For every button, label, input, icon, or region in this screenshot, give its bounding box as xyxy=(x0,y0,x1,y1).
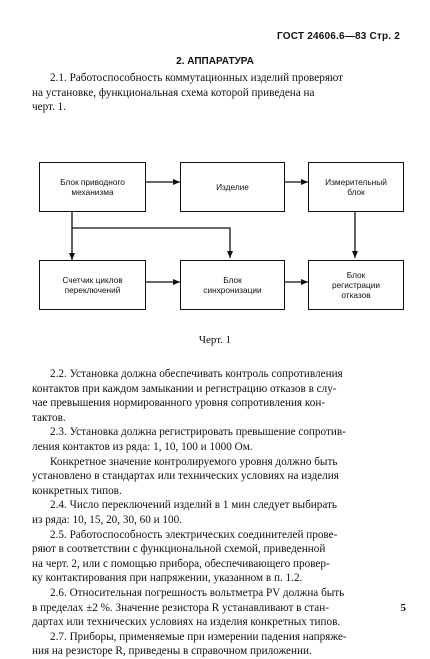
text-line: ния на резисторе R, приведены в справочном приложении. xyxy=(32,645,312,658)
page-header: ГОСТ 24606.6—83 Стр. 2 xyxy=(277,31,400,42)
block-cycle-counter: Счетчик циклов переключений xyxy=(39,260,146,310)
body-text xyxy=(32,367,412,659)
paragraph-2-1 xyxy=(32,71,412,115)
block-item: Изделие xyxy=(180,162,285,212)
text-line: установлено в стандартах или технических условиях на изделия xyxy=(32,470,339,483)
text-line: ряют в соответствии с функциональной схемой, приведенной xyxy=(32,543,326,556)
block-failure-registration: Блок регистрации отказов xyxy=(308,260,404,310)
text-line: конкретных типов. xyxy=(32,484,122,497)
text-line: черт. 1. xyxy=(32,101,67,114)
text-line: 2.6. Относительная погрешность вольтметра PV должна быть xyxy=(50,586,345,599)
text-line: 2.4. Число переключений изделий в 1 мин следует выбирать xyxy=(50,499,338,512)
block-synchronization: Блок синхронизации xyxy=(180,260,285,310)
arrow-drive-to-sync xyxy=(72,228,230,258)
text-line: чае превышения нормированного уровня сопротивления кон- xyxy=(32,397,326,410)
text-line: контактов при каждом замыкании и регистрацию отказов в слу- xyxy=(32,382,337,395)
text-line: на установке, функциональная схема которой приведена на xyxy=(32,86,315,99)
functional-diagram xyxy=(0,150,430,330)
block-drive-mechanism: Блок приводного механизма xyxy=(39,162,146,212)
text-line: из ряда: 10, 15, 20, 30, 60 и 100. xyxy=(32,513,182,526)
text-line: тактов. xyxy=(32,411,66,424)
text-line: 2.5. Работоспособность электрических соединителей прове- xyxy=(50,528,338,541)
section-title: 2. АППАРАТУРА xyxy=(176,56,254,67)
text-line: в пределах ±2 %. Значение резистора R устанавливают в стан- xyxy=(32,601,329,614)
text-line: 2.3. Установка должна регистрировать превышение сопротив- xyxy=(50,426,346,439)
text-line: на черт. 2, или с помощью прибора, обеспечивающего провер- xyxy=(32,557,330,570)
text-line: ления контактов из ряда: 1, 10, 100 и 1000 Ом. xyxy=(32,440,253,453)
text-line: 2.2. Установка должна обеспечивать контроль сопротивления xyxy=(50,368,343,380)
text-line: Конкретное значение контролируемого уровня должно быть xyxy=(50,455,338,468)
figure-caption: Черт. 1 xyxy=(198,334,232,346)
page-number: 5 xyxy=(400,602,406,614)
text-line: 2.7. Приборы, применяемые при измерении падения напряже- xyxy=(50,630,347,643)
block-measuring: Измерительный блок xyxy=(308,162,404,212)
text-line: ку контактирования при напряжении, указанном в п. 1.2. xyxy=(32,572,303,585)
text-line: 2.1. Работоспособность коммутационных изделий проверяют xyxy=(50,72,344,84)
text-line: дартах или технических условиях на изделия конкретных типов. xyxy=(32,616,341,629)
